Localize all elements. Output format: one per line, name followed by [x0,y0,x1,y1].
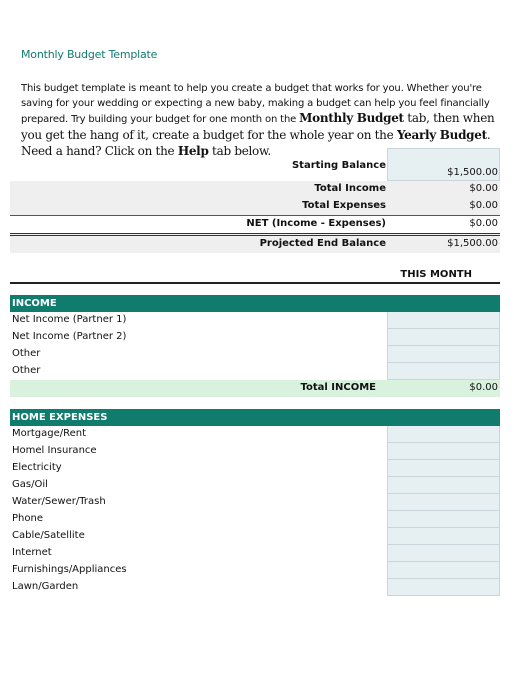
starting-balance-value[interactable]: $1,500.00 [447,167,498,178]
this-month-header [10,266,500,284]
total-expenses-value: $0.00 [469,200,498,211]
total-income-footer [10,380,500,397]
expense-row [10,426,500,443]
intro-text-4: tab below. [208,144,272,158]
income-amount-cell[interactable] [387,363,500,380]
income-section [10,295,500,397]
expense-row [10,511,500,528]
expense-amount-cell[interactable] [387,528,500,545]
intro-yearly-tab: Yearly Budget [396,127,487,142]
expense-amount-cell[interactable] [387,443,500,460]
net-row [10,215,500,233]
expense-row [10,579,500,596]
home-expenses-section [10,409,500,596]
expense-row-label: Homel Insurance [12,445,97,456]
total-expenses-row [10,198,500,215]
projected-end-balance-row [10,233,500,253]
income-heading: INCOME [10,295,500,312]
intro-text-1: This budget template is meant to help you create a budget that works for you. Whether you're saving for your wedding or expecting a new baby, making a budget can help you feel financially prepared. Try building your budget for one month on the [21,83,490,125]
expense-row [10,477,500,494]
expense-row-label: Lawn/Garden [12,581,79,592]
income-row-label: Net Income (Partner 1) [12,314,127,325]
total-income-row [10,181,500,198]
expense-amount-cell[interactable] [387,477,500,494]
expense-row-label: Phone [12,513,43,524]
income-amount-cell[interactable] [387,346,500,363]
income-amount-cell[interactable] [387,312,500,329]
intro-help-tab: Help [177,144,209,158]
expense-row-label: Electricity [12,462,62,473]
document-title: Monthly Budget Template [21,48,158,61]
total-income-footer-label: Total INCOME [300,382,376,393]
income-row-label: Other [12,348,41,359]
income-row-label: Other [12,365,41,376]
income-row [10,329,500,346]
expense-row-label: Mortgage/Rent [12,428,87,439]
expense-amount-cell[interactable] [387,562,500,579]
starting-balance-row [10,148,500,181]
expense-row [10,528,500,545]
income-row [10,363,500,380]
income-row [10,346,500,363]
intro-text-3: . Need a hand? Click on the [21,127,491,158]
income-row [10,312,500,329]
expense-row [10,545,500,562]
home-expenses-heading: HOME EXPENSES [10,409,500,426]
expense-row [10,494,500,511]
expense-amount-cell[interactable] [387,426,500,443]
expense-row-label: Furnishings/Appliances [12,564,127,575]
starting-balance-label: Starting Balance [291,160,386,171]
expense-row-label: Internet [12,547,52,558]
expense-row-label: Water/Sewer/Trash [12,496,106,507]
income-row-label: Net Income (Partner 2) [12,331,127,342]
expense-row-label: Cable/Satellite [12,530,85,541]
total-expenses-label: Total Expenses [302,200,386,211]
net-value: $0.00 [469,218,498,229]
intro-monthly-tab: Monthly Budget tab, then when you get the hang of it, create a budget for the whole year on the Yearly Budget. Need a hand? Click on the Help tab below. [21,111,495,158]
projected-end-balance-value: $1,500.00 [447,238,498,249]
projected-end-balance-label: Projected End Balance [259,238,386,249]
expense-amount-cell[interactable] [387,511,500,528]
total-income-footer-value: $0.00 [469,382,498,393]
total-income-value: $0.00 [469,183,498,194]
expense-row-label: Gas/Oil [12,479,48,490]
this-month-label: THIS MONTH [400,269,472,280]
intro-text-2: tab, then when you get the hang of it, create a budget for the whole year on the [21,111,495,142]
total-income-label: Total Income [314,183,386,194]
summary-block [10,148,500,253]
expense-amount-cell[interactable] [387,579,500,596]
expense-row [10,460,500,477]
expense-amount-cell[interactable] [387,494,500,511]
income-amount-cell[interactable] [387,329,500,346]
expense-amount-cell[interactable] [387,460,500,477]
expense-amount-cell[interactable] [387,545,500,562]
net-label: NET (Income - Expenses) [246,218,386,229]
expense-row [10,443,500,460]
expense-row [10,562,500,579]
